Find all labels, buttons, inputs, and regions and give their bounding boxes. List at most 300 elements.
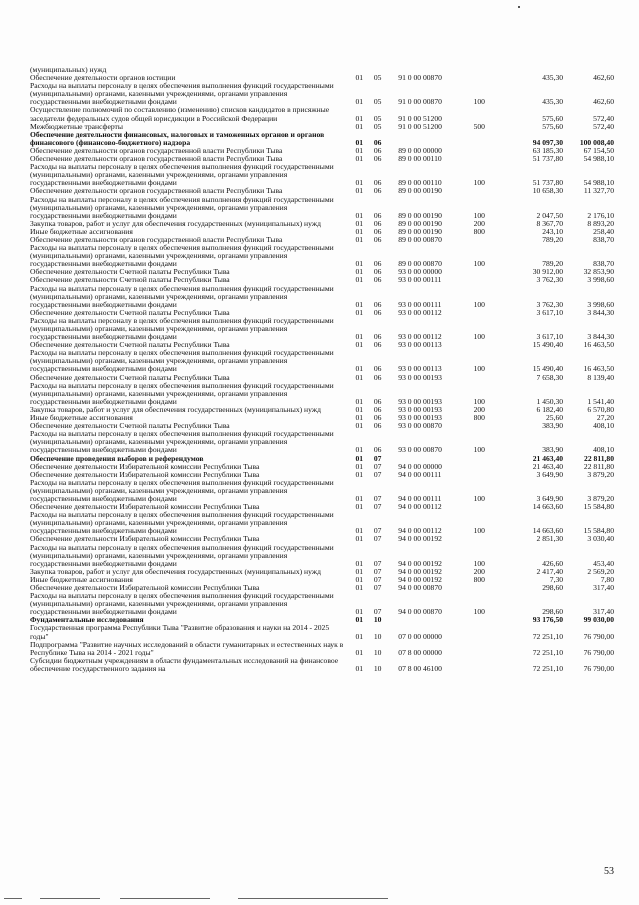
table-row	[30, 576, 614, 584]
target-article-code: 94 0 00 00192	[398, 535, 442, 544]
table-row	[30, 66, 614, 74]
target-article-code: 94 0 00 00112	[398, 526, 442, 536]
expense-type-code: 100	[473, 259, 485, 269]
target-article-code: 94 0 00 00870	[398, 607, 442, 617]
target-article-code: 91 0 00 00870	[398, 74, 442, 83]
table-row	[30, 244, 614, 268]
table-row	[30, 592, 614, 616]
target-article-code: 93 0 00 00113	[398, 364, 442, 374]
section-code: 01	[355, 535, 364, 544]
amount-2020: 72 251,10	[532, 631, 564, 641]
row-name: Расходы на выплаты персоналу в целях обеспечения выполнения функций государственными (муниципальными) органами, казенными учреждениями, органами управления государственными внебюджетными фондами	[30, 478, 334, 503]
target-article-code: 89 0 00 00870	[398, 259, 442, 269]
target-article-code: 94 0 00 00111	[398, 493, 442, 503]
row-name: Обеспечение деятельности Избирательной комиссии Республики Тыва	[30, 535, 260, 544]
amount-2021: 76 790,00	[583, 631, 614, 641]
subsection-code: 06	[373, 405, 382, 414]
amount-2021: 16 463,50	[583, 341, 614, 350]
amount-2020: 93 176,50	[532, 616, 564, 625]
table-row	[30, 657, 614, 673]
section-code: 01	[355, 210, 364, 220]
row-name: Закупка товаров, работ и услуг для обеспечения государственных (муниципальных) нужд	[30, 405, 321, 414]
target-article-code: 93 0 00 00193	[398, 414, 442, 423]
table-row	[30, 422, 614, 430]
subsection-code: 06	[373, 414, 382, 423]
table-row	[30, 317, 614, 341]
target-article-code: 93 0 00 00193	[398, 405, 442, 414]
subsection-code: 06	[373, 396, 382, 406]
target-article-code: 94 0 00 00870	[398, 584, 442, 592]
amount-2021: 838,70	[593, 259, 614, 269]
expense-type-code	[474, 66, 505, 74]
target-article-code: 93 0 00 00111	[398, 299, 442, 309]
target-article-code: 94 0 00 00000	[398, 462, 442, 471]
table-row	[30, 74, 614, 82]
row-name: Обеспечение деятельности органов государственной власти Республики Тыва	[30, 235, 283, 244]
scan-edge-mark	[4, 898, 22, 899]
expense-type-code: 100	[473, 558, 485, 568]
table-row	[30, 276, 614, 284]
amount-2021: 54 988,10	[583, 155, 614, 164]
expense-type-code	[474, 584, 505, 592]
target-article-code	[398, 616, 473, 624]
amount-2020: 6 182,40	[536, 405, 564, 414]
amount-2021: 2 176,10	[587, 210, 614, 220]
amount-2021: 3 844,30	[587, 308, 614, 317]
table-row	[30, 479, 614, 503]
section-code: 01	[355, 493, 364, 503]
table-row	[30, 544, 614, 568]
row-name: Межбюджетные трансферты	[30, 122, 123, 131]
row-name: Обеспечение деятельности Счетной палаты Республики Тыва	[30, 276, 230, 285]
amount-2021: 15 584,80	[583, 526, 614, 536]
table-row	[30, 155, 614, 163]
target-article-code: 93 0 00 00111	[398, 276, 442, 285]
subsection-code: 07	[373, 558, 382, 568]
row-name: Государственная программа Республики Тыва "Развитие образования и науки на 2014 - 2025 годы"	[30, 624, 330, 641]
subsection-code: 06	[373, 341, 382, 350]
expense-type-code: 200	[473, 219, 485, 228]
amount-2020: 21 463,40	[532, 462, 564, 471]
amount-2021: 67 154,50	[583, 146, 614, 155]
amount-2021: 76 790,00	[583, 647, 614, 657]
amount-2021: 3 998,60	[587, 276, 614, 285]
amount-2020	[504, 66, 563, 74]
expense-type-code	[474, 236, 505, 244]
expense-type-code: 800	[473, 414, 485, 423]
target-article-code	[398, 131, 473, 147]
section-code: 01	[355, 276, 364, 285]
amount-2020: 435,30	[542, 74, 564, 83]
amount-2021: 7,80	[600, 575, 614, 584]
target-article-code: 89 0 00 00190	[398, 219, 442, 228]
row-name: Фундаментальные исследования	[30, 616, 144, 625]
table-row	[30, 406, 614, 414]
target-article-code: 93 0 00 00193	[398, 396, 442, 406]
subsection-code: 10	[373, 663, 382, 673]
amount-2020: 63 185,30	[532, 146, 564, 155]
table-row	[30, 187, 614, 195]
scan-edge-mark	[40, 898, 100, 899]
expense-type-code	[474, 455, 505, 463]
expense-type-code	[474, 187, 505, 195]
row-name: Осуществление полномочий по составлению (изменению) списков кандидатов в присяжные заседатели федеральных судов общей юрисдикции в Российской Федерации	[30, 106, 330, 123]
row-name: Расходы на выплаты персоналу в целях обеспечения выполнения функций государственными (муниципальными) органами, казенными учреждениями, органами управления государственными внебюджетными фондами	[30, 381, 334, 406]
subsection-code: 06	[373, 308, 382, 317]
section-code: 01	[355, 607, 364, 617]
expense-type-code	[474, 641, 505, 657]
subsection-code: 06	[373, 155, 382, 164]
section-code: 01	[355, 113, 364, 123]
section-code: 01	[355, 575, 364, 584]
subsection-code: 07	[373, 503, 382, 512]
table-row	[30, 511, 614, 535]
section-code: 01	[355, 332, 364, 342]
table-row	[30, 106, 614, 122]
amount-2021: 11 327,70	[583, 187, 614, 196]
amount-2020: 1 450,30	[536, 396, 564, 406]
target-article-code: 89 0 00 00000	[398, 146, 442, 155]
amount-2020: 383,90	[542, 445, 564, 455]
expense-type-code	[474, 106, 505, 122]
subsection-code: 06	[373, 276, 382, 285]
section-code: 01	[355, 470, 364, 479]
row-name: Расходы на выплаты персоналу в целях обеспечения выполнения функций государственными (муниципальными) органами, казенными учреждениями, органами управления государственными внебюджетными фондами	[30, 82, 334, 107]
expense-type-code	[474, 374, 505, 382]
section-code: 01	[355, 663, 364, 673]
section-code: 01	[355, 422, 364, 431]
target-article-code: 93 0 00 00870	[398, 445, 442, 455]
table-row	[30, 196, 614, 220]
subsection-code: 05	[373, 113, 382, 123]
section-code: 01	[355, 97, 364, 107]
amount-2020: 3 617,10	[536, 332, 564, 342]
table-row	[30, 163, 614, 187]
amount-2020: 94 097,30	[532, 137, 564, 147]
section-code: 01	[355, 227, 364, 236]
target-article-code: 94 0 00 00192	[398, 575, 442, 584]
row-name: Обеспечение деятельности финансовых, налоговых и таможенных органов и органов финансового (финансово-бюджетного) надзора	[30, 130, 325, 147]
table-row	[30, 568, 614, 576]
amount-2021: 99 030,00	[583, 616, 614, 625]
row-name: Расходы на выплаты персоналу в целях обеспечения выполнения функций государственными (муниципальными) органами, казенными учреждениями, органами управления государственными внебюджетными фондами	[30, 195, 334, 220]
target-article-code: 93 0 00 00193	[398, 373, 442, 382]
section-code: 01	[355, 146, 364, 155]
amount-2021: 6 570,80	[587, 405, 614, 414]
expense-type-code: 200	[473, 405, 485, 414]
amount-2021: 15 584,80	[583, 503, 614, 512]
amount-2020: 14 663,60	[532, 503, 564, 512]
section-code: 01	[355, 235, 364, 244]
amount-2020: 51 737,80	[532, 155, 564, 164]
row-name: Обеспечение деятельности Избирательной комиссии Республики Тыва	[30, 503, 260, 512]
section-code: 01	[355, 122, 364, 131]
target-article-code: 94 0 00 00192	[398, 567, 442, 576]
target-article-code: 91 0 00 51200	[398, 113, 442, 123]
section-code: 01	[355, 155, 364, 164]
subsection-code: 06	[373, 332, 382, 342]
section-code: 01	[355, 219, 364, 228]
subsection-code: 06	[373, 137, 382, 147]
expense-type-code: 200	[473, 567, 485, 576]
target-article-code: 93 0 00 00112	[398, 308, 442, 317]
row-name: Закупка товаров, работ и услуг для обеспечения государственных (муниципальных) нужд	[30, 219, 321, 228]
section-code: 01	[355, 341, 364, 350]
amount-2020: 8 367,70	[536, 219, 564, 228]
amount-2020: 3 617,10	[536, 308, 564, 317]
row-name: Обеспечение проведения выборов и референдумов	[30, 454, 204, 463]
section-code: 01	[355, 567, 364, 576]
row-name: Иные бюджетные ассигнования	[30, 414, 133, 423]
subsection-code: 06	[373, 146, 382, 155]
expense-type-code	[474, 657, 505, 673]
subsection-code: 06	[373, 422, 382, 431]
budget-table	[30, 66, 614, 673]
subsection-code: 07	[373, 535, 382, 544]
expense-type-code: 800	[473, 227, 485, 236]
amount-2021	[563, 66, 614, 74]
table-row	[30, 82, 614, 106]
table-row	[30, 309, 614, 317]
table-row	[30, 349, 614, 373]
row-name: Расходы на выплаты персоналу в целях обеспечения выполнения функций государственными (муниципальными) органами, казенными учреждениями, органами управления государственными внебюджетными фондами	[30, 430, 334, 455]
expense-type-code: 100	[473, 526, 485, 536]
table-row	[30, 455, 614, 463]
subsection-code: 05	[373, 97, 382, 107]
section-code: 01	[355, 137, 364, 147]
table-row	[30, 123, 614, 131]
budget-table-body	[30, 66, 614, 673]
amount-2021: 2 569,20	[587, 567, 614, 576]
amount-2020: 789,20	[542, 259, 564, 269]
row-name: Обеспечение деятельности Счетной палаты Республики Тыва	[30, 268, 230, 277]
row-name: Обеспечение деятельности органов государственной власти Республики Тыва	[30, 187, 283, 196]
subsection-code: 07	[373, 584, 382, 592]
subsection-code: 07	[373, 454, 382, 463]
subsection-code: 06	[373, 178, 382, 188]
row-name: Расходы на выплаты персоналу в целях обеспечения выполнения функций государственными (муниципальными) органами, казенными учреждениями, органами управления государственными внебюджетными фондами	[30, 543, 334, 568]
amount-2021: 76 790,00	[583, 663, 614, 673]
subsection-code: 06	[373, 235, 382, 244]
scan-edge-mark	[238, 898, 388, 899]
expense-type-code	[474, 341, 505, 349]
amount-2021: 22 811,80	[584, 454, 614, 463]
table-row	[30, 503, 614, 511]
expense-type-code: 100	[473, 332, 485, 342]
scan-edge-mark	[120, 898, 210, 899]
expense-type-code	[474, 309, 505, 317]
section-code: 01	[355, 503, 364, 512]
table-row	[30, 341, 614, 349]
amount-2021: 317,40	[593, 607, 614, 617]
expense-type-code: 100	[473, 493, 485, 503]
subsection-code: 05	[373, 122, 382, 131]
amount-2020: 3 762,30	[536, 276, 564, 285]
amount-2020: 243,10	[542, 227, 564, 236]
subsection-code: 07	[373, 575, 382, 584]
amount-2021: 3 879,20	[587, 493, 614, 503]
row-name: Расходы на выплаты персоналу в целях обеспечения выполнения функций государственными (муниципальными) органами, казенными учреждениями, органами управления государственными внебюджетными фондами	[30, 349, 334, 374]
amount-2020: 2 851,30	[536, 535, 564, 544]
subsection-code: 07	[373, 493, 382, 503]
amount-2021: 408,10	[593, 422, 614, 431]
expense-type-code: 100	[473, 396, 485, 406]
section-code: 01	[355, 616, 364, 625]
table-row	[30, 147, 614, 155]
section-code: 01	[355, 268, 364, 277]
target-article-code: 89 0 00 00870	[398, 235, 442, 244]
subsection-code: 07	[373, 526, 382, 536]
amount-2021: 572,40	[593, 113, 614, 123]
row-name: Обеспечение деятельности органов юстиции	[30, 74, 176, 83]
subsection-code: 06	[373, 268, 382, 277]
table-row	[30, 285, 614, 309]
row-name: Расходы на выплаты персоналу в целях обеспечения выполнения функций государственными (муниципальными) органами, казенными учреждениями, органами управления государственными внебюджетными фондами	[30, 511, 334, 536]
section-code: 01	[355, 454, 364, 463]
subsection-code: 07	[373, 607, 382, 617]
page-number: 53	[604, 866, 614, 877]
row-name: Расходы на выплаты персоналу в целях обеспечения выполнения функций государственными (муниципальными) органами, казенными учреждениями, органами управления государственными внебюджетными фондами	[30, 284, 334, 309]
subsection-code: 06	[373, 187, 382, 196]
amount-2020: 7 658,30	[536, 373, 564, 382]
amount-2021: 462,60	[593, 74, 614, 83]
table-row	[30, 535, 614, 543]
table-row	[30, 220, 614, 228]
amount-2020: 2 047,50	[536, 210, 564, 220]
table-row	[30, 616, 614, 624]
amount-2021: 32 853,90	[583, 268, 614, 277]
row-name: Обеспечение деятельности Счетной палаты Республики Тыва	[30, 422, 230, 431]
amount-2020: 72 251,10	[532, 663, 564, 673]
table-row	[30, 624, 614, 640]
target-article-code: 91 0 00 51200	[398, 122, 442, 131]
amount-2021: 3 879,20	[587, 470, 614, 479]
amount-2021: 100 008,40	[579, 137, 614, 147]
row-name: Обеспечение деятельности органов государственной власти Республики Тыва	[30, 146, 283, 155]
section-code: 01	[355, 396, 364, 406]
section-code: 01	[355, 373, 364, 382]
subsection-code: 06	[373, 219, 382, 228]
row-name: Обеспечение деятельности Счетной палаты Республики Тыва	[30, 341, 230, 350]
table-row	[30, 236, 614, 244]
subsection-code: 06	[373, 210, 382, 220]
row-name: (муниципальных) нужд	[30, 66, 107, 74]
amount-2020: 298,60	[542, 584, 564, 592]
amount-2020: 15 490,40	[532, 364, 564, 374]
target-article-code: 89 0 00 00190	[398, 227, 442, 236]
amount-2020: 2 417,40	[536, 567, 564, 576]
table-row	[30, 414, 614, 422]
amount-2021: 408,10	[593, 445, 614, 455]
expense-type-code	[474, 503, 505, 511]
section-code: 01	[355, 187, 364, 196]
expense-type-code: 100	[473, 210, 485, 220]
subsection-code: 07	[373, 470, 382, 479]
expense-type-code	[474, 147, 505, 155]
expense-type-code	[474, 131, 505, 147]
row-name: Расходы на выплаты персоналу в целях обеспечения выполнения функций государственными (муниципальными) органами, казенными учреждениями, органами управления государственными внебюджетными фондами	[30, 592, 334, 617]
target-article-code: 93 0 00 00113	[398, 341, 442, 350]
section-code	[352, 66, 374, 74]
subsection-code: 06	[373, 364, 382, 374]
amount-2021: 8 893,20	[587, 219, 614, 228]
amount-2021: 317,40	[593, 584, 614, 592]
target-article-code	[398, 66, 473, 74]
target-article-code: 89 0 00 00110	[398, 155, 442, 164]
section-code: 01	[355, 558, 364, 568]
subsection-code: 07	[373, 567, 382, 576]
amount-2020: 3 762,30	[536, 299, 564, 309]
row-name: Обеспечение деятельности Счетной палаты Республики Тыва	[30, 308, 230, 317]
amount-2021: 1 541,40	[587, 396, 614, 406]
target-article-code	[398, 455, 473, 463]
row-name: Обеспечение деятельности органов государственной власти Республики Тыва	[30, 155, 283, 164]
row-name: Закупка товаров, работ и услуг для обеспечения государственных (муниципальных) нужд	[30, 567, 321, 576]
target-article-code: 93 0 00 00870	[398, 422, 442, 431]
expense-type-code: 100	[473, 178, 485, 188]
table-row	[30, 463, 614, 471]
target-article-code: 93 0 00 00112	[398, 332, 442, 342]
amount-2020: 14 663,60	[532, 526, 564, 536]
expense-type-code	[474, 422, 505, 430]
subsection-code: 10	[373, 631, 382, 641]
subsection-code	[374, 66, 398, 74]
expense-type-code: 500	[473, 122, 485, 131]
amount-2021: 572,40	[593, 122, 614, 131]
target-article-code: 94 0 00 00192	[398, 558, 442, 568]
table-row	[30, 584, 614, 592]
amount-2020: 3 649,90	[536, 493, 564, 503]
amount-2020: 51 737,80	[532, 178, 564, 188]
amount-2020: 383,90	[542, 422, 564, 431]
target-article-code: 94 0 00 00111	[398, 470, 442, 479]
expense-type-code: 100	[473, 364, 485, 374]
table-row	[30, 430, 614, 454]
amount-2021: 8 139,40	[587, 373, 614, 382]
expense-type-code: 100	[473, 97, 485, 107]
row-name: Иные бюджетные ассигнования	[30, 575, 133, 584]
amount-2020: 30 912,00	[532, 268, 564, 277]
amount-2021: 462,60	[593, 97, 614, 107]
target-article-code: 07 8 00 46100	[398, 663, 442, 673]
row-name: Подпрограмма "Развитие научных исследований в области гуманитарных и естественных наук в Республике Тыва на 2014 - 2021 годы"	[30, 640, 344, 657]
expense-type-code	[474, 616, 505, 624]
row-name: Субсидии бюджетным учреждениям в области фундаментальных исследований на финансовое обеспечение государственного задания на	[30, 656, 339, 673]
section-code: 01	[355, 445, 364, 455]
amount-2020: 25,60	[545, 414, 564, 423]
subsection-code: 06	[373, 445, 382, 455]
row-name: Обеспечение деятельности Избирательной комиссии Республики Тыва	[30, 584, 260, 592]
section-code: 01	[355, 526, 364, 536]
section-code: 01	[355, 414, 364, 423]
amount-2021: 3 844,30	[587, 332, 614, 342]
amount-2021: 3 030,40	[587, 535, 614, 544]
expense-type-code	[474, 535, 505, 543]
amount-2021: 27,20	[596, 414, 614, 423]
expense-type-code	[474, 155, 505, 163]
amount-2020: 10 658,30	[532, 187, 564, 196]
amount-2020: 435,30	[542, 97, 564, 107]
target-article-code: 89 0 00 00110	[398, 178, 442, 188]
table-row	[30, 471, 614, 479]
subsection-code: 06	[373, 259, 382, 269]
section-code: 01	[355, 299, 364, 309]
section-code: 01	[355, 259, 364, 269]
section-code: 01	[355, 405, 364, 414]
target-article-code: 89 0 00 00190	[398, 210, 442, 220]
section-code: 01	[355, 178, 364, 188]
table-row	[30, 641, 614, 657]
